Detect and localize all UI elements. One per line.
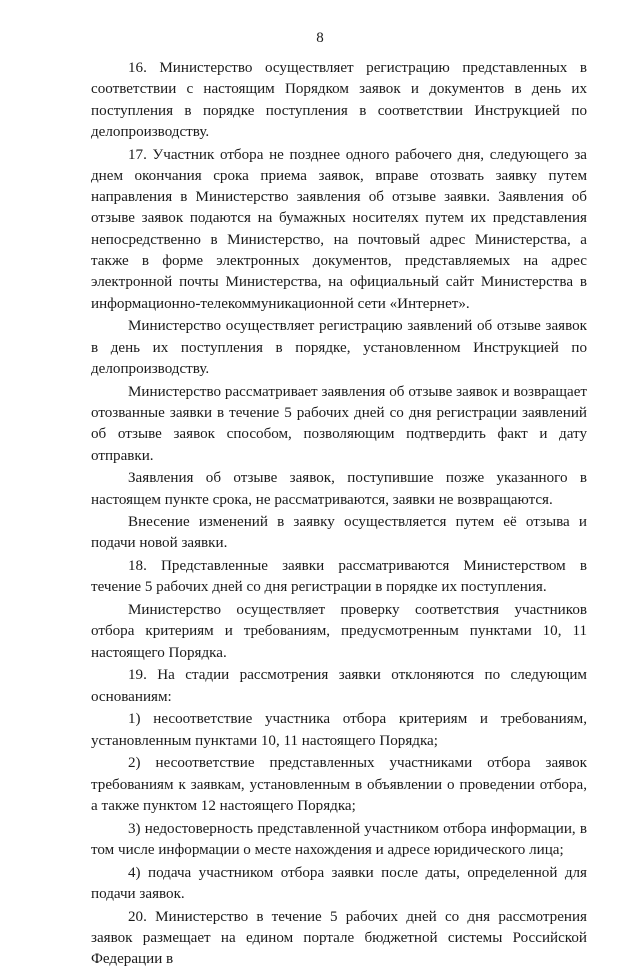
paragraph-19: 19. На стадии рассмотрения заявки отклоняются по следующим основаниям: <box>91 667 587 705</box>
paragraph-17: 17. Участник отбора не позднее одного рабочего дня, следующего за днем окончания срока приема заявок, вправе отозвать заявку путем направления в Министерство заявления об отзыве заявки. Заявления об отзыве заявок подаются на бумажных носителях путем их представления непосредственно в Министерство, на почтовый адрес Министерства, а также в форме электронных документов, представляемых на адрес электронной почты Министерства, на официальный сайт Министерства в информационно-телекоммуникационной сети «Интернет». <box>91 146 587 312</box>
list-item-3: 3) недостоверность представленной участником отбора информации, в том числе информации о месте нахождения и адресе юридического лица; <box>91 820 587 858</box>
paragraph-withdrawal-review: Министерство рассматривает заявления об отзыве заявок и возвращает отозванные заявки в течение 5 рабочих дней со дня регистрации заявлений об отзыве заявок способом, позволяющим подтвердить факт и дату отправки. <box>91 383 587 464</box>
paragraph-late-withdrawal: Заявления об отзыве заявок, поступившие позже указанного в настоящем пункте срока, не рассматриваются, заявки не возвращаются. <box>91 470 587 508</box>
paragraph-compliance-check: Министерство осуществляет проверку соответствия участников отбора критериям и требованиям, предусмотренным пунктами 10, 11 настоящего Порядка. <box>91 602 587 661</box>
paragraph-20: 20. Министерство в течение 5 рабочих дней со дня рассмотрения заявок размещает на едином портале бюджетной системы Российской Федерации в <box>91 908 587 968</box>
list-item-2: 2) несоответствие представленных участниками отбора заявок требованиям к заявкам, установленным в объявлении о проведении отбора, а также пунктом 12 настоящего Порядка; <box>91 755 587 814</box>
paragraph-16: 16. Министерство осуществляет регистрацию представленных в соответствии с настоящим Порядком заявок и документов в день их поступления в порядке поступления в соответствии Инструкцией по делопроизводству. <box>91 60 587 140</box>
document-body <box>91 58 587 972</box>
page-number: 8 <box>316 30 324 46</box>
list-item-1: 1) несоответствие участника отбора критериям и требованиям, установленным пунктами 10, 11 настоящего Порядка; <box>91 711 587 749</box>
list-item-4: 4) подача участником отбора заявки после даты, определенной для подачи заявок. <box>91 864 587 902</box>
paragraph-amendment: Внесение изменений в заявку осуществляется путем её отзыва и подачи новой заявки. <box>91 514 587 552</box>
paragraph-withdrawal-registration: Министерство осуществляет регистрацию заявлений об отзыве заявок в день их поступления в порядке, установленном Инструкцией по делопроизводству. <box>91 318 587 377</box>
paragraph-18: 18. Представленные заявки рассматриваются Министерством в течение 5 рабочих дней со дня регистрации в порядке их поступления. <box>91 558 587 596</box>
